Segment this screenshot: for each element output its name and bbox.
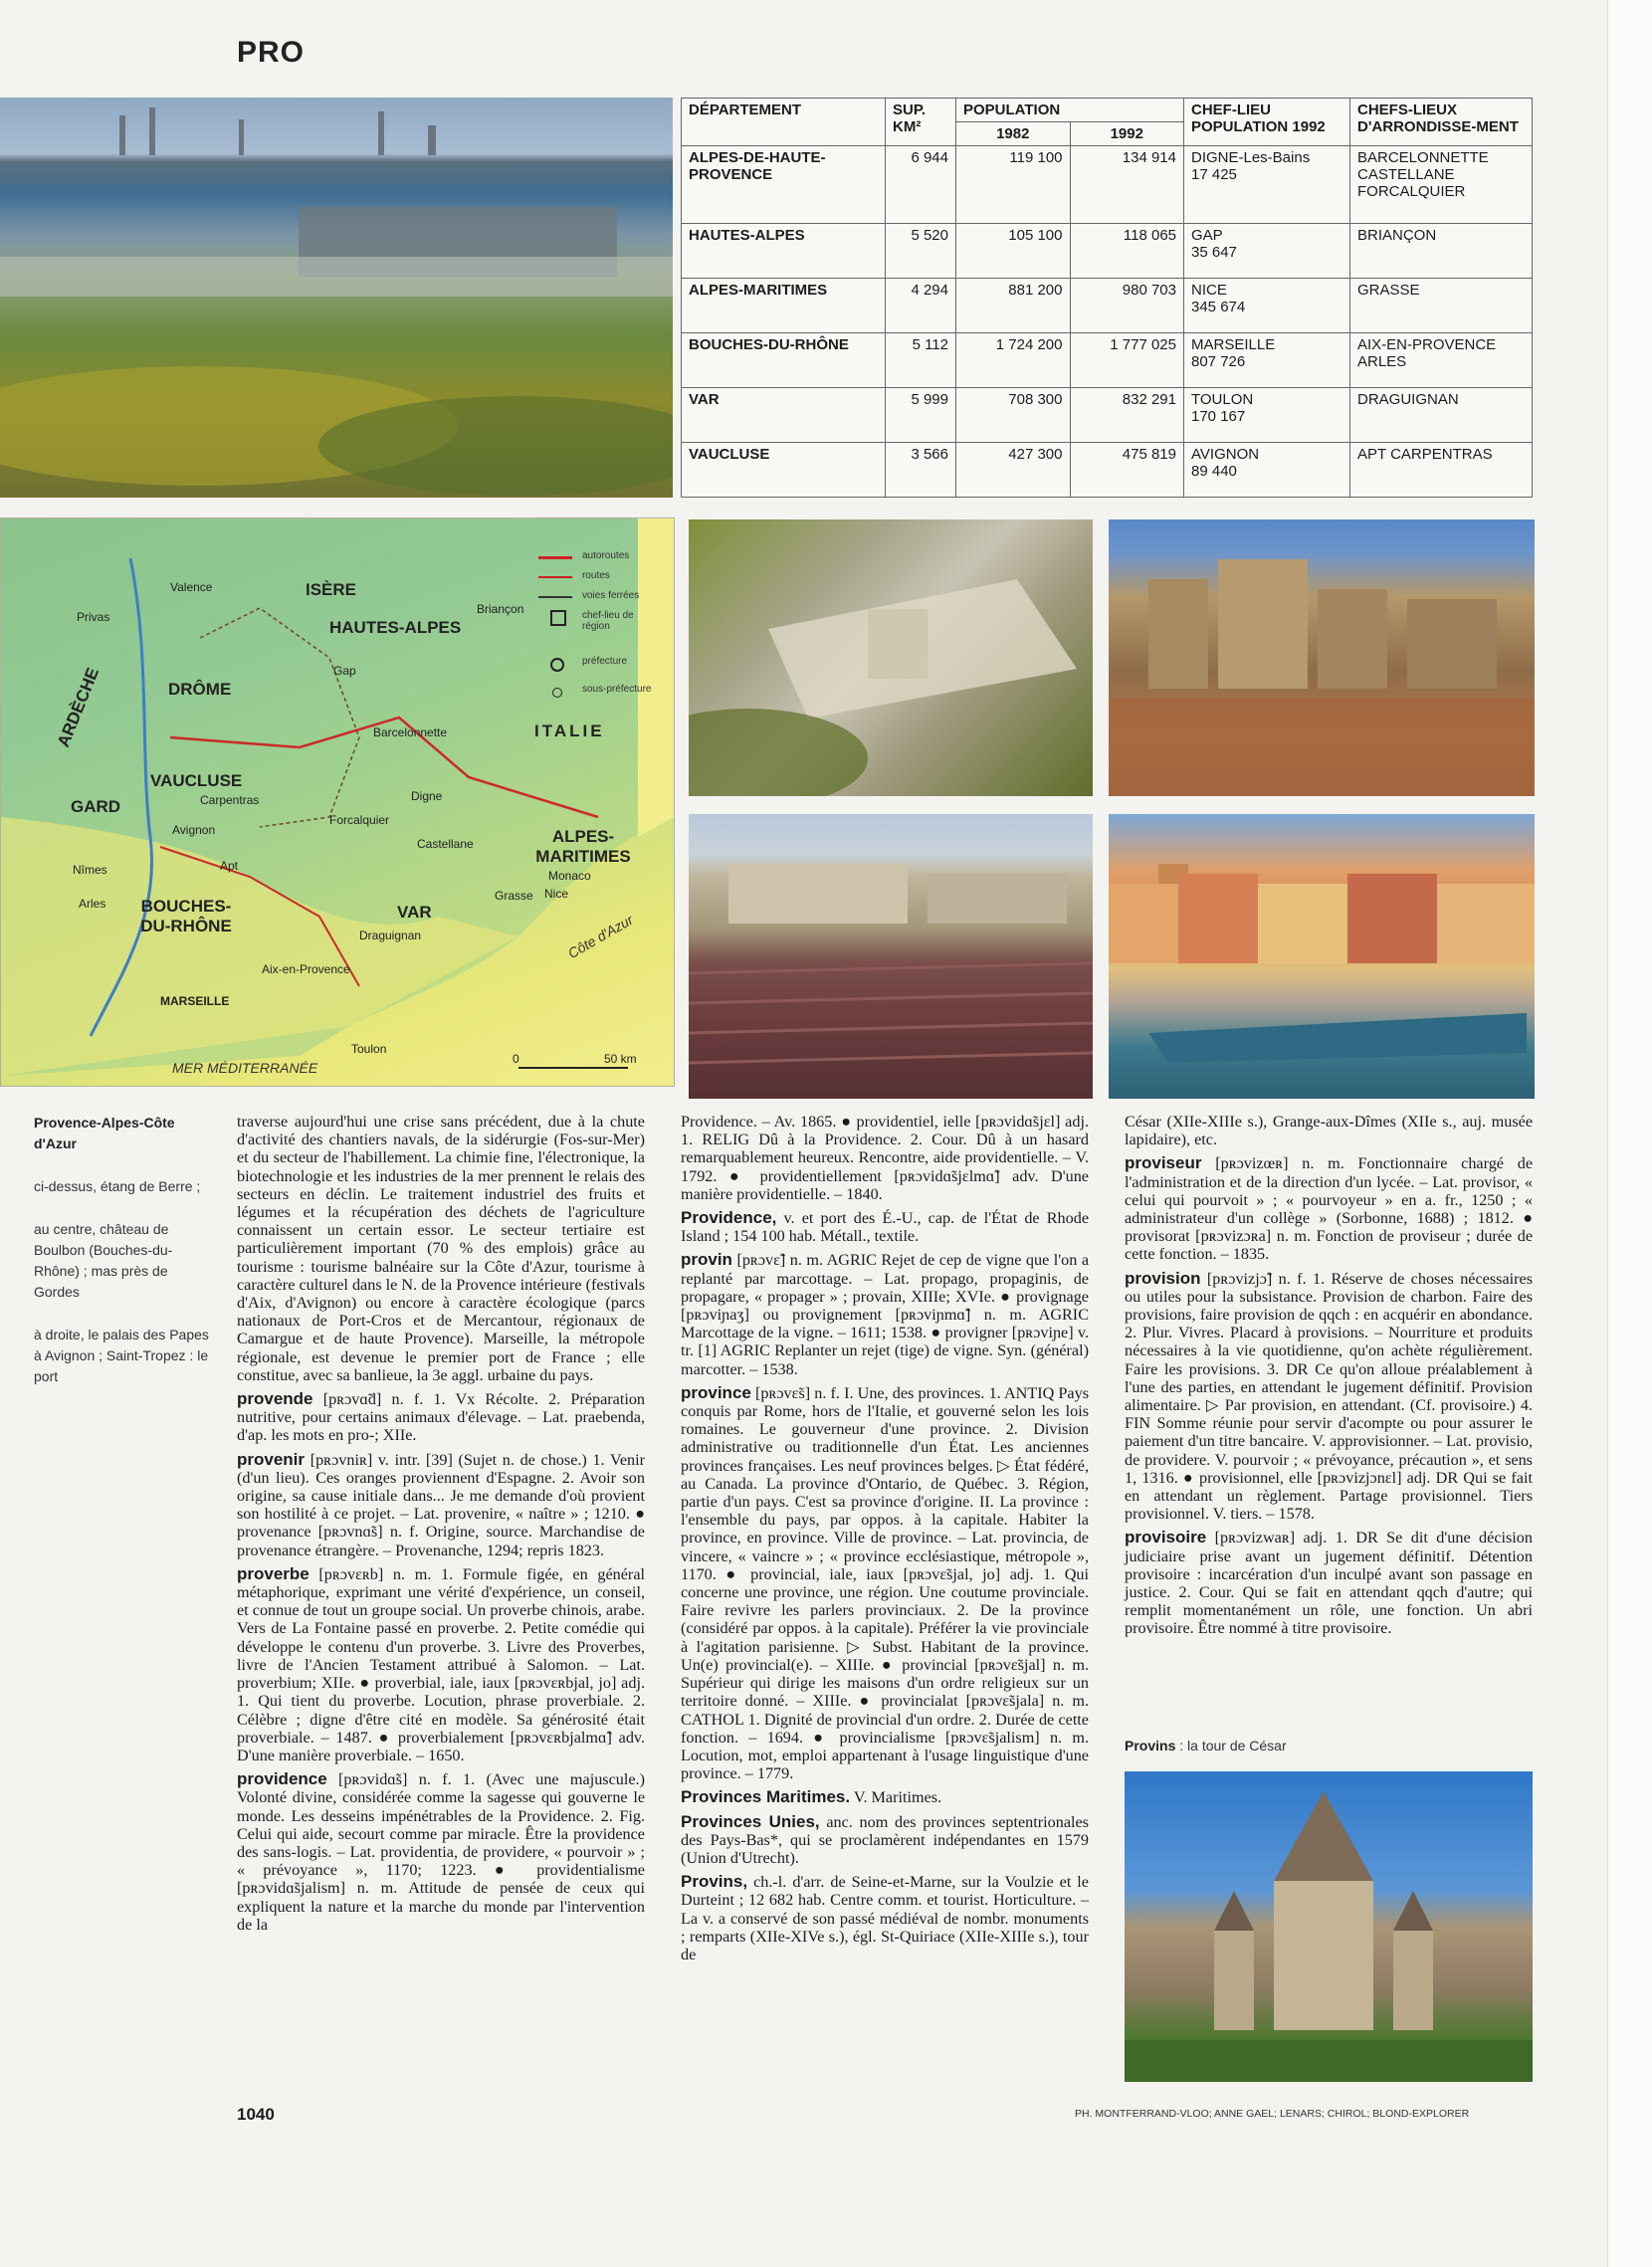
gordes-illustration: [689, 814, 1093, 1099]
col2-intro: Providence. – Av. 1865. ● providentiel, ielle [pʀɔvidɑ̃sjɛl] adj. 1. RELIG Dû à la Providence. 2. Cour. Dû à un hasard remarquablement heureux. Rencontre, aide providentielle. – V. 1792. ● providentiellement [pʀɔvidɑ̃sjɛlmɑ̃] adv. D'une manière providentielle. – 1840.: [681, 1113, 1089, 1203]
papes-illustration: [1109, 519, 1535, 796]
cell-arrondissements: AIX-EN-PROVENCE ARLES: [1350, 332, 1533, 387]
boulbon-illustration: [689, 519, 1093, 796]
cell-pop-1992: 980 703: [1070, 278, 1184, 332]
entry-provenir: [237, 1451, 645, 1559]
cell-arrondissements: APT CARPENTRAS: [1350, 442, 1533, 497]
cell-superficie: 5 112: [886, 332, 956, 387]
def-provin: [pʀɔvɛ̃] n. m. AGRIC Rejet de cep de vigne que l'on a replanté par marcottage. – Lat. propago, propaginis, de propagare, « propager » ; provain, XIIIe; XVIe. ● provignage [pʀɔviɲaʒ] ou provignement [pʀɔviɲmɑ̃] n. m. AGRIC Marcottage de la vigne. – 1611; 1538. ● provigner [pʀɔviɲe] v. tr. [1] AGRIC Replanter un rejet (tige) de vigne. Syn. (général) marcotter. – 1538.: [681, 1251, 1090, 1378]
text-column-3: [1125, 1113, 1533, 1644]
cell-chef-lieu: [1184, 223, 1350, 278]
headword-provende: provende: [237, 1389, 313, 1409]
table-row: [682, 332, 1533, 387]
cell-superficie: 5 520: [886, 223, 956, 278]
cell-pop-1982: 1 724 200: [956, 332, 1071, 387]
entry-proverbe: [237, 1565, 645, 1764]
cell-pop-1992: 134 914: [1070, 146, 1184, 224]
legend-routes-line: [538, 576, 572, 578]
city-aix: Aix-en-Provence: [262, 962, 350, 976]
chef-lieu-name: AVIGNON: [1191, 445, 1260, 463]
def-provende: [pʀɔvɑ̃d] n. f. 1. Vx Récolte. 2. Préparation nutritive, pour certains animaux d'élevage. – Lat. praebenda, d'ap. les mots en pro-; XIIe.: [237, 1390, 646, 1445]
chef-lieu-population: 17 425: [1191, 166, 1237, 183]
table-row: [682, 278, 1533, 332]
cell-arrondissements: GRASSE: [1350, 278, 1533, 332]
caption-tour-de-cesar: [1125, 1738, 1287, 1753]
cell-arrondissements: BRIANÇON: [1350, 223, 1533, 278]
city-gap: Gap: [333, 664, 356, 678]
table-body: [682, 146, 1533, 498]
headword-providence-city: Providence,: [681, 1208, 777, 1228]
map-label-var: VAR: [397, 903, 432, 922]
caption-right: à droite, le palais des Papes à Avignon ; Saint-Tropez : le port: [34, 1327, 209, 1384]
cell-chef-lieu: [1184, 146, 1350, 224]
cesar-illustration: [1125, 1771, 1533, 2082]
chef-lieu-name: DIGNE-Les-Bains: [1191, 149, 1311, 166]
cell-pop-1982: 105 100: [956, 223, 1071, 278]
cell-pop-1992: 118 065: [1070, 223, 1184, 278]
map-label-hautes-alpes: HAUTES-ALPES: [329, 618, 462, 637]
cell-pop-1982: 427 300: [956, 442, 1071, 497]
legend-voies-line: [538, 596, 572, 598]
cell-superficie: 6 944: [886, 146, 956, 224]
cell-arrondissements: BARCELONNETTE CASTELLANE FORCALQUIER: [1350, 146, 1533, 224]
entry-provinces-maritimes: [681, 1788, 1089, 1806]
city-apt: Apt: [220, 859, 239, 873]
entry-provende: [237, 1390, 645, 1445]
page-number: 1040: [237, 2105, 275, 2124]
city-dot-icon: [552, 688, 562, 698]
caption-tour: : la tour de César: [1175, 1738, 1287, 1753]
headword-provision: provision: [1125, 1268, 1201, 1288]
entry-provisoire: [1125, 1529, 1533, 1637]
cell-superficie: 3 566: [886, 442, 956, 497]
table-row: [682, 223, 1533, 278]
headword-provinces-unies: Provinces Unies,: [681, 1811, 820, 1831]
city-marseille: MARSEILLE: [160, 994, 230, 1008]
cell-pop-1992: 1 777 025: [1070, 332, 1184, 387]
cell-departement: BOUCHES-DU-RHÔNE: [682, 332, 886, 387]
city-forcalquier: Forcalquier: [329, 813, 390, 827]
photo-palais-des-papes: [1109, 519, 1535, 796]
table-row: [682, 387, 1533, 442]
chef-lieu-population: 35 647: [1191, 243, 1237, 261]
chef-lieu-name: NICE: [1191, 281, 1227, 299]
entry-proviseur: [1125, 1154, 1533, 1263]
cell-superficie: 4 294: [886, 278, 956, 332]
city-avignon: Avignon: [172, 823, 216, 837]
city-valence: Valence: [170, 580, 213, 594]
city-toulon: Toulon: [351, 1042, 387, 1056]
entry-providence-city: [681, 1209, 1089, 1245]
photo-captions: [34, 1113, 213, 1409]
def-provisoire: [pʀɔvizwaʀ] adj. 1. DR Se dit d'une décision judiciaire prise avant un jugement définitif. Détention provisoire : incarcération d'un inculpé avant son passage en justice. 2. Cour. Qui se fait en attendant qqch d'autre; qui remplit momentanément un rôle, une fonction. Un abri provisoire. Être nommé à titre provisoire.: [1125, 1529, 1533, 1638]
def-providence: [pʀɔvidɑ̃s] n. f. 1. (Avec une majuscule.) Volonté divine, considérée comme la sagesse qui gouverne le monde. Les desseins impénétrables de la Providence. 2. Fig. Celui qui aide, secourt comme par miracle. Être la providence des sans-logis. – Lat. providentia, de providere, « pourvoir » ; « prévoyance », 1170; 1223. ● providentialisme [pʀɔvidɑ̃sjalism] n. m. Attitude de pensée de ceux qui expliquent la nature et la marche du monde par l'intervention de la: [237, 1770, 645, 1934]
photo-etang-de-berre: [0, 98, 673, 498]
def-proviseur: [pʀɔvizœʀ] n. m. Fonctionnaire chargé de l'administration et de la direction d'un lycée. – Lat. provisor, « celui qui pourvoit » ; « pourvoyeur » en a. fr., 1250 ; « administrateur d'un collège » (Sorbonne, 1688) ; 1812. ● provisorat [pʀɔvizɔʀa] n. m. Fonction de proviseur ; durée de cette fonction. – 1835.: [1125, 1154, 1534, 1264]
cell-departement: HAUTES-ALPES: [682, 223, 886, 278]
chef-lieu-icon: [550, 610, 566, 626]
cell-pop-1982: 119 100: [956, 146, 1071, 224]
cell-pop-1982: 881 200: [956, 278, 1071, 332]
city-nimes: Nîmes: [73, 863, 107, 877]
th-1992: 1992: [1070, 122, 1184, 146]
map-label-gard: GARD: [71, 797, 121, 816]
city-digne: Digne: [411, 789, 443, 803]
prefecture-icon: [550, 658, 564, 672]
entry-provin: [681, 1251, 1089, 1377]
map-provence: [0, 517, 675, 1087]
entry-provinces-unies: [681, 1813, 1089, 1868]
caption-top: ci-dessus, étang de Berre ;: [34, 1178, 201, 1194]
th-population: POPULATION: [956, 99, 1184, 122]
map-label-ardeche: ARDÈCHE: [54, 665, 103, 750]
entry-providence: [237, 1770, 645, 1934]
guide-word: PRO: [237, 36, 306, 69]
th-superficie: SUP. KM²: [886, 99, 956, 146]
page-edge: [1607, 0, 1652, 2267]
photo-credits: PH. MONTFERRAND-VLOO; ANNE GAEL; LENARS; CHIROL; BLOND-EXPLORER: [1075, 2108, 1470, 2120]
headword-proviseur: proviseur: [1125, 1153, 1202, 1173]
map-label-bouches-du-rhone: BOUCHES-DU-RHÔNE: [140, 897, 232, 935]
headword-provin: provin: [681, 1250, 732, 1270]
cell-departement: ALPES-MARITIMES: [682, 278, 886, 332]
th-chef-lieu: CHEF-LIEU POPULATION 1992: [1184, 99, 1350, 146]
city-arles: Arles: [79, 897, 106, 911]
headword-provenir: provenir: [237, 1449, 306, 1469]
entry-provins: [681, 1873, 1089, 1963]
headword-proverbe: proverbe: [237, 1563, 310, 1583]
table-row: [682, 146, 1533, 224]
tropez-illustration: [1109, 814, 1535, 1099]
map-label-drome: DRÔME: [168, 680, 232, 699]
city-monaco: Monaco: [548, 869, 591, 883]
th-arrondissements: CHEFS-LIEUX D'ARRONDISSE-MENT: [1350, 99, 1533, 146]
berre-illustration: [0, 98, 673, 498]
cell-chef-lieu: [1184, 387, 1350, 442]
cell-chef-lieu: [1184, 332, 1350, 387]
map-label-isere: ISÈRE: [306, 580, 357, 599]
headword-province: province: [681, 1382, 751, 1402]
chef-lieu-population: 345 674: [1191, 298, 1246, 315]
chef-lieu-name: TOULON: [1191, 390, 1254, 408]
entry-provision: [1125, 1270, 1533, 1524]
def-providence-city: v. et port des É.-U., cap. de l'État de Rhode Island ; 154 100 hab. Métall., textile.: [681, 1209, 1090, 1246]
map-scale-zero: 0: [513, 1052, 519, 1066]
cell-arrondissements: DRAGUIGNAN: [1350, 387, 1533, 442]
chef-lieu-population: 170 167: [1191, 407, 1246, 425]
headword-provisoire: provisoire: [1125, 1528, 1207, 1547]
city-castellane: Castellane: [417, 837, 474, 851]
col1-intro: traverse aujourd'hui une crise sans précédent, due à la chute d'activité des chantiers navals, de la sidérurgie (Fos-sur-Mer) et du secteur de l'habillement. La chimie fine, l'électronique, la biotechnologie et les industries de la mer prennent le relais des secteurs en déclin. Le traitement industriel des fruits et légumes et la récupération des déchets de l'agriculture connaissent un certain essor. Le secteur tertiaire est particulièrement important (70 % des emplois) grâce au tourisme : tourisme balnéaire sur la Côte d'Azur, tourisme à caractère culturel dans le N. de la Provence intérieure (festivals d'Aix, d'Avignon) ou encore à caractère écologique (parcs nationaux de Port-Cros et de Mercantour, régionaux de Camargue et de haute Provence). Marseille, la métropole régionale, est devenue le premier port de France ; elle constitue, avec sa banlieue, la 3e aggl. urbaine du pays.: [237, 1113, 645, 1384]
entry-province: [681, 1384, 1089, 1782]
def-province: [pʀɔvɛ̃s] n. f. I. Une, des provinces. 1. ANTIQ Pays conquis par Rome, hors de l'Italie, et gouverné selon les lois romaines. Le gouverneur d'une province. 2. Division administrative ou traditionnelle d'un État. Les anciennes provinces françaises. Les neuf provinces belges. ▷ État fédéré, au Canada. La province d'Ontario, de Québec. 3. Région, partie d'un pays. C'est sa province d'origine. II. La province : l'ensemble du pays, par oppos. à la capitale. Habiter la province, en province. Ville de province. – Lat. provincia, de vincere, « vaincre » ; « province ecclésiastique, métropole », 1170. ● provincial, iale, iaux [pʀɔvɛ̃sjal, jo] adj. 1. Qui concerne une province, une région. Une coutume provinciale. Faire revivre les parlers provinciaux. 2. De la province (considéré par oppos. à la capitale). Préférer la vie provinciale à l'agitation parisienne. ▷ Subst. Habitant de la province. Un(e) provincial(e). – XIIIe. ● provincial [pʀɔvɛ̃sjal] n. m. Supérieur qui dirige les maisons d'un ordre religieux sur un territoire donné. – XIIIe. ● provincialat [pʀɔvɛ̃sjala] n. m. CATHOL 1. Dignité de provincial d'un ordre. 2. Durée de cette fonction. – 1694. ● provincialisme [pʀɔvɛ̃sjalism] n. m. Locution, mot, emploi appartenant à l'usage linguistique d'une province. – 1779.: [681, 1383, 1089, 1783]
city-nice: Nice: [544, 887, 569, 901]
chef-lieu-population: 807 726: [1191, 352, 1246, 370]
chef-lieu-name: GAP: [1191, 226, 1223, 244]
def-provision: [pʀɔvizjɔ̃] n. f. 1. Réserve de choses nécessaires ou utiles pour la subsistance. Provision de charbon. Faire des provisions, faire provision de qqch : en acquérir en abondance. 2. Plur. Vivres. Placard à provisions. – Nourriture et produits nécessaires à la vie quotidienne, qu'on achète régulièrement. Faire les provisions. 3. DR Ce qu'on alloue préalablement à l'une des parties, en attendant le jugement définitif. Provision alimentaire. ▷ Par provision, en attendant. (Cf. provisoire.) 4. FIN Somme réunie pour servir d'acompte ou pour assurer le paiement d'un titre bancaire. V. approvisionner. – Lat. provisio, de providere. V. pourvoir ; « prévoyance, précaution », et sens 1, 1316. ● provisionnel, elle [pʀɔvizjɔnɛl] adj. DR Qui se fait en attendant un règlement. Partage provisionnel. Tiers provisionnel. V. tiers. – 1578.: [1125, 1269, 1533, 1524]
map-label-cote-azur: Côte d'Azur: [564, 911, 636, 962]
chef-lieu-name: MARSEILLE: [1191, 335, 1276, 353]
headword-providence: providence: [237, 1769, 327, 1789]
headword-provins: Provins,: [681, 1872, 748, 1892]
cell-chef-lieu: [1184, 442, 1350, 497]
map-label-italie: ITALIE: [534, 721, 605, 740]
text-column-2: [681, 1113, 1089, 1969]
map-scale: 50 km: [604, 1052, 637, 1066]
legend-autoroutes-line: [538, 556, 572, 559]
legend-sous-prefecture: sous-préfecture: [582, 684, 652, 695]
def-provinces-maritimes: V. Maritimes.: [853, 1788, 942, 1807]
cell-pop-1992: 832 291: [1070, 387, 1184, 442]
city-privas: Privas: [77, 610, 110, 624]
legend-autoroutes: autoroutes: [582, 550, 630, 561]
def-proverbe: [pʀɔvɛʀb] n. m. 1. Formule figée, en général métaphorique, exprimant une vérité d'expérience, un conseil, et connue de tout un groupe social. Un proverbe chinois, arabe. Vers de La Fontaine passé en proverbe. 2. Petite comédie qui développe le contenu d'un proverbe. 3. Livre des Proverbes, livre de l'Ancien Testament attribué à Salomon. – Lat. proverbium; XIIe. ● proverbial, iale, iaux [pʀɔvɛʀbjal, jo] adj. 1. Qui tient du proverbe. Locution, phrase proverbiale. 2. Célèbre ; digne d'être cité en modèle. Sa générosité était proverbiale. – 1487. ● proverbialement [pʀɔvɛʀbjalmɑ̃] adv. D'une manière proverbiale. – 1650.: [237, 1564, 646, 1764]
legend-prefecture: préfecture: [582, 656, 628, 667]
cell-departement: ALPES-DE-HAUTE-PROVENCE: [682, 146, 886, 224]
photo-chateau-de-boulbon: [689, 519, 1093, 796]
departements-table: [681, 98, 1533, 498]
photo-tour-de-cesar: [1125, 1771, 1533, 2082]
legend-chef-lieu: chef-lieu de région: [582, 610, 634, 632]
cell-pop-1982: 708 300: [956, 387, 1071, 442]
def-provins: ch.-l. d'arr. de Seine-et-Marne, sur la Voulzie et le Durteint ; 12 682 hab. Centre comm. et tourist. Horticulture. – La v. a conservé de son passé médiéval de nombr. monuments ; remparts (XIIe-XIVe s.), égl. St-Quiriace (XIIe-XIIIe s.), tour de: [681, 1873, 1089, 1963]
map-label-alpes-maritimes: ALPES-MARITIMES: [535, 827, 631, 866]
th-1982: 1982: [956, 122, 1071, 146]
map-label-sea: MER MÉDITERRANÉE: [172, 1060, 318, 1076]
caption-provins: Provins: [1125, 1738, 1176, 1753]
def-provenir: [pʀɔvniʀ] v. intr. [39] (Sujet n. de chose.) 1. Venir (d'un lieu). Ces oranges proviennent d'Espagne. 2. Avoir son origine, sa cause initiale dans... Je me demande d'où provient son hostilité à ce projet. – Lat. provenire, « naître » ; 1210. ● provenance [pʀɔvnɑ̃s] n. f. Origine, source. Marchandise de provenance étrangère. – Provenanche, 1294; repris 1823.: [237, 1450, 646, 1559]
cell-chef-lieu: [1184, 278, 1350, 332]
photo-mas-pres-de-gordes: [689, 814, 1093, 1099]
def-provinces-unies: anc. nom des provinces septentrionales des Pays-Bas*, qui se proclamèrent indépendantes en 1579 (Union d'Utrecht).: [681, 1812, 1089, 1867]
city-grasse: Grasse: [495, 889, 533, 903]
photo-saint-tropez-port: [1109, 814, 1535, 1099]
cell-departement: VAUCLUSE: [682, 442, 886, 497]
table-row: [682, 442, 1533, 497]
text-column-1: [237, 1113, 645, 1940]
chef-lieu-population: 89 440: [1191, 462, 1237, 480]
caption-center: au centre, château de Boulbon (Bouches-du-Rhône) ; mas près de Gordes: [34, 1221, 173, 1300]
city-draguignan: Draguignan: [359, 928, 422, 942]
legend-voies: voies ferrées: [582, 590, 640, 601]
legend-routes: routes: [582, 570, 610, 581]
th-departement: DÉPARTEMENT: [682, 99, 886, 146]
map-label-vaucluse: VAUCLUSE: [150, 771, 243, 790]
cell-superficie: 5 999: [886, 387, 956, 442]
city-barcelonnette: Barcelonnette: [373, 725, 448, 739]
city-briancon: Briançon: [477, 602, 524, 616]
headword-provinces-maritimes: Provinces Maritimes.: [681, 1787, 851, 1807]
cell-departement: VAR: [682, 387, 886, 442]
cell-pop-1992: 475 819: [1070, 442, 1184, 497]
city-carpentras: Carpentras: [200, 793, 260, 807]
col3-intro: César (XIIe-XIIIe s.), Grange-aux-Dîmes (XIIe s., auj. musée lapidaire), etc.: [1125, 1113, 1533, 1149]
caption-title: Provence-Alpes-Côte d'Azur: [34, 1115, 175, 1151]
